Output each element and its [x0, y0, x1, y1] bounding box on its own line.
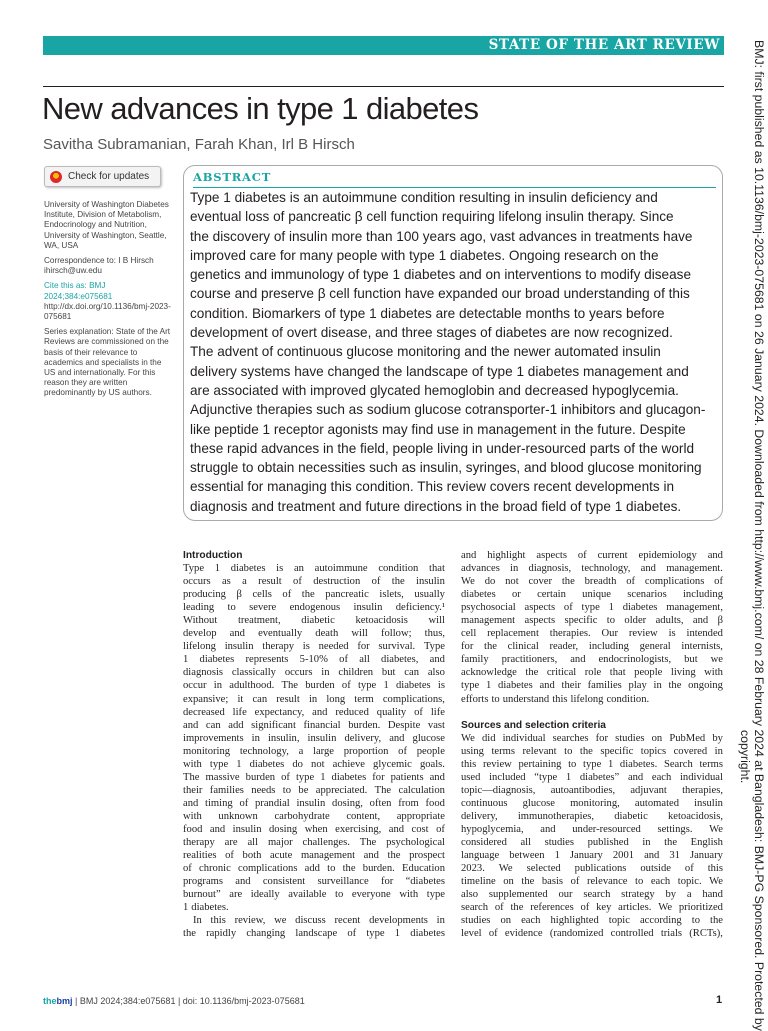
section-heading: Introduction: [183, 550, 243, 561]
page-footer: [43, 996, 305, 1006]
affiliation: University of Washington Diabetes Institute, Division of Metabolism, Endocrinology and Nutrition, University of Washington, Seattle, WA, USA: [44, 200, 169, 250]
body-line: 1 diabetes represents 5-10% of all diabetes, and: [183, 654, 445, 666]
abstract-line: struggle to obtain necessities such as insulin, syringes, and blood glucose monitoring: [190, 460, 702, 476]
body-line: decreased life expectancy, and reduced quality of life: [183, 706, 445, 718]
body-line: realities of both acute management and the prospect: [183, 850, 445, 862]
footer-citation: | BMJ 2024;384:e075681 | doi: 10.1136/bmj-2023-075681: [75, 996, 305, 1006]
abstract-line: essential for managing this condition. This review covers recent developments in: [190, 479, 675, 495]
correspondence-label: Correspondence to:: [44, 256, 116, 266]
body-line: this review pertaining to type 1 diabetes. Search terms: [461, 758, 723, 770]
page-number: 1: [716, 994, 723, 1006]
body-line: improvements in insulin, insulin delivery, and glucose: [183, 732, 445, 744]
abstract-line: diagnosis and treatment and future directions in the broad field of type 1 diabetes.: [190, 498, 682, 514]
download-notice-line: BMJ: first published as 10.1136/bmj-2023-075681 on 26 January 2024. Downloaded from http://www.bmj.com/ on 28 February 2024 at Bangladesh: BMJ-PG Sponsored. Protected by: [752, 40, 766, 1031]
body-line: The massive burden of type 1 diabetes for patients and: [183, 771, 445, 783]
body-line: develop and eventually death will follow; thus,: [183, 628, 445, 640]
body-line: diagnosis classically occurs in children but can also: [183, 667, 445, 679]
body-line: using terms relevant to the specific topics covered in: [461, 745, 723, 757]
body-line: occurs as a result of destruction of the insulin: [183, 576, 445, 588]
journal-logo-bmj: bmj: [56, 996, 73, 1006]
body-line: leading to severe endogenous insulin deficiency.¹: [183, 602, 445, 614]
body-line: Without treatment, diabetic ketoacidosis will: [183, 615, 445, 627]
correspondence-email[interactable]: ihirsch@uw.edu: [44, 266, 102, 276]
body-column-left: [183, 549, 445, 940]
body-line: cell replacement therapies. Our review is intended: [461, 628, 723, 640]
download-notice: [738, 40, 766, 1031]
body-line: level of evidence (randomized controlled trials (RCTs),: [461, 928, 723, 940]
body-line: management aspects specific to older adults, and β: [461, 615, 723, 627]
check-for-updates-button[interactable]: [44, 166, 161, 187]
abstract-line: the discovery of insulin more than 100 years ago, vast advances in treatments have: [190, 228, 693, 244]
article-title: New advances in type 1 diabetes: [42, 91, 479, 126]
abstract-line: The advent of continuous glucose monitoring and the newer automated insulin: [190, 344, 661, 360]
series-text: State of the Art Reviews are commissioned on the basis of their relevance to academics and specialists in the US and internationally. For this reason they are written predominantly by US authors.: [44, 327, 171, 398]
abstract-line: condition. Biomarkers of type 1 diabetes are detectable months to years before: [190, 305, 665, 321]
abstract-line: development of overt disease, and three stages of diabetes are now recognized.: [190, 325, 673, 341]
abstract-text: [190, 188, 720, 516]
journal-logo-the: the: [43, 996, 57, 1006]
body-line: psychosocial aspects of type 1 diabetes management,: [461, 602, 723, 614]
body-line: burnout” are ideally available to everyone with type: [183, 889, 445, 901]
body-line: programs and consistent surveillance for “diabetes: [183, 876, 445, 888]
abstract-line: these rapid advances in the field, people living in under-resourced parts of the world: [190, 440, 695, 456]
crossmark-icon: [50, 171, 62, 183]
section-heading: Sources and selection criteria: [461, 719, 606, 731]
author-list: Savitha Subramanian, Farah Khan, Irl B Hirsch: [43, 136, 355, 153]
body-line: topic—diagnosis, autoantibodies, adjuvant therapies,: [461, 784, 723, 796]
body-line: and timing of prandial insulin dosing, often from food: [183, 797, 445, 809]
body-line: delivery, immunotherapies, diabetic ketoacidosis,: [461, 810, 723, 822]
body-line: Type 1 diabetes is an autoimmune condition that: [183, 563, 445, 575]
header-rule: [43, 86, 724, 87]
citation-info: [44, 281, 172, 322]
body-line: hypoglycemia, and under-resourced settings. We: [461, 823, 723, 835]
abstract-heading: ABSTRACT: [193, 170, 716, 188]
article-sidebar: [44, 200, 172, 404]
body-line: search of the references of key articles. We prioritized: [461, 902, 723, 914]
body-line: 2023. We selected publications outside of this: [461, 863, 723, 875]
abstract-line: Adjunctive therapies such as sodium glucose cotransporter-1 inhibitors and glucagon-: [190, 402, 706, 418]
body-line: and can add significant financial burden. Despite vast: [183, 719, 445, 731]
abstract-line: delivery systems have changed the landscape of type 1 diabetes management and: [190, 363, 689, 379]
body-line: diabetes or certain unique scenarios including: [461, 589, 723, 601]
correspondence-name: I B Hirsch: [118, 256, 154, 266]
body-line: with unknown carbohydrate content, appropriate: [183, 810, 445, 822]
body-line: type 1 diabetes and their families play in the ongoing: [461, 680, 723, 692]
abstract-line: improved care for many people with type 1 diabetes. Ongoing research on the: [190, 247, 659, 263]
body-line: We did individual searches for studies on PubMed by: [461, 732, 723, 744]
body-line: producing β cells of the pancreatic islets, usually: [183, 589, 445, 601]
abstract-line: eventual loss of pancreatic β cell function requiring lifelong insulin therapy. Since: [190, 209, 674, 225]
body-line: monitoring technology, a large proportion of people: [183, 745, 445, 757]
abstract-line: are associated with improved glycated hemoglobin and decreased hypoglycemia.: [190, 382, 679, 398]
body-line: considered all studies published in the English: [461, 836, 723, 848]
body-line: acknowledge the critical role that people living with: [461, 667, 723, 679]
body-line: also supplemented our search strategy by a hand: [461, 889, 723, 901]
body-line: studies on each highlighted topic according to the: [461, 915, 723, 927]
body-line: food and insulin dosing when exercising, and cost of: [183, 823, 445, 835]
body-line: continuous glucose monitoring, automated insulin: [461, 797, 723, 809]
body-column-right: [461, 549, 723, 940]
abstract-line: Type 1 diabetes is an autoimmune condition resulting in insulin deficiency and: [190, 190, 658, 205]
body-line: the rapidly changing landscape of type 1 diabetes: [183, 928, 445, 940]
body-line: their families needs to be appreciated. The calculation: [183, 784, 445, 796]
cite-label: Cite this as:: [44, 281, 87, 291]
check-for-updates-label: Check for updates: [68, 171, 150, 182]
download-notice-line-2: copyright.: [738, 730, 752, 784]
body-line: efforts to understand this lifelong condition.: [461, 693, 650, 705]
body-line: of chronic complications add to the burden. Education: [183, 863, 445, 875]
series-label: Series explanation:: [44, 327, 114, 337]
doi-link[interactable]: http://dx.doi.org/10.1136/bmj-2023-075681: [44, 301, 171, 322]
body-line: lifelong insulin therapy is needed for survival. Type: [183, 641, 445, 653]
body-line: therapy are all major challenges. The psychological: [183, 837, 445, 849]
body-line: for the clinical reader, including general internists,: [461, 641, 723, 653]
body-line: language between 1 January 2001 and 31 January: [461, 850, 723, 862]
body-line: with type 1 diabetes do not achieve glycemic goals.: [183, 758, 445, 770]
body-line: used included “type 1 diabetes” and each individual: [461, 771, 723, 783]
body-line: and highlight aspects of current epidemiology and: [461, 550, 723, 561]
article-type-banner: STATE OF THE ART REVIEW: [43, 36, 724, 55]
body-line: family practitioners, and endocrinologists, but we: [461, 654, 723, 666]
body-line: expansive; it can result in long term complications,: [183, 693, 445, 705]
body-line: 1 diabetes.: [183, 902, 229, 914]
body-line: In this review, we discuss recent developments in: [193, 915, 445, 927]
body-line: occur in adulthood. The burden of type 1 diabetes is: [183, 680, 445, 692]
abstract-line: genetics and immunology of type 1 diabetes and on interventions to modify disease: [190, 267, 692, 283]
abstract-line: course and preserve β cell function have expanded our broad understanding of this: [190, 286, 690, 302]
body-line: advances in diagnosis, technology, and management.: [461, 563, 723, 575]
body-line: We do not cover the breadth of complications of: [461, 576, 723, 588]
cite-value: BMJ 2024;384:e075681: [44, 281, 113, 301]
abstract-line: like peptide 1 receptor agonists may find use in management in the future. Despite: [190, 421, 686, 437]
series-explanation: [44, 327, 172, 398]
body-line: timeline on the basis of relevance to each topic. We: [461, 876, 723, 888]
correspondence: [44, 256, 172, 276]
